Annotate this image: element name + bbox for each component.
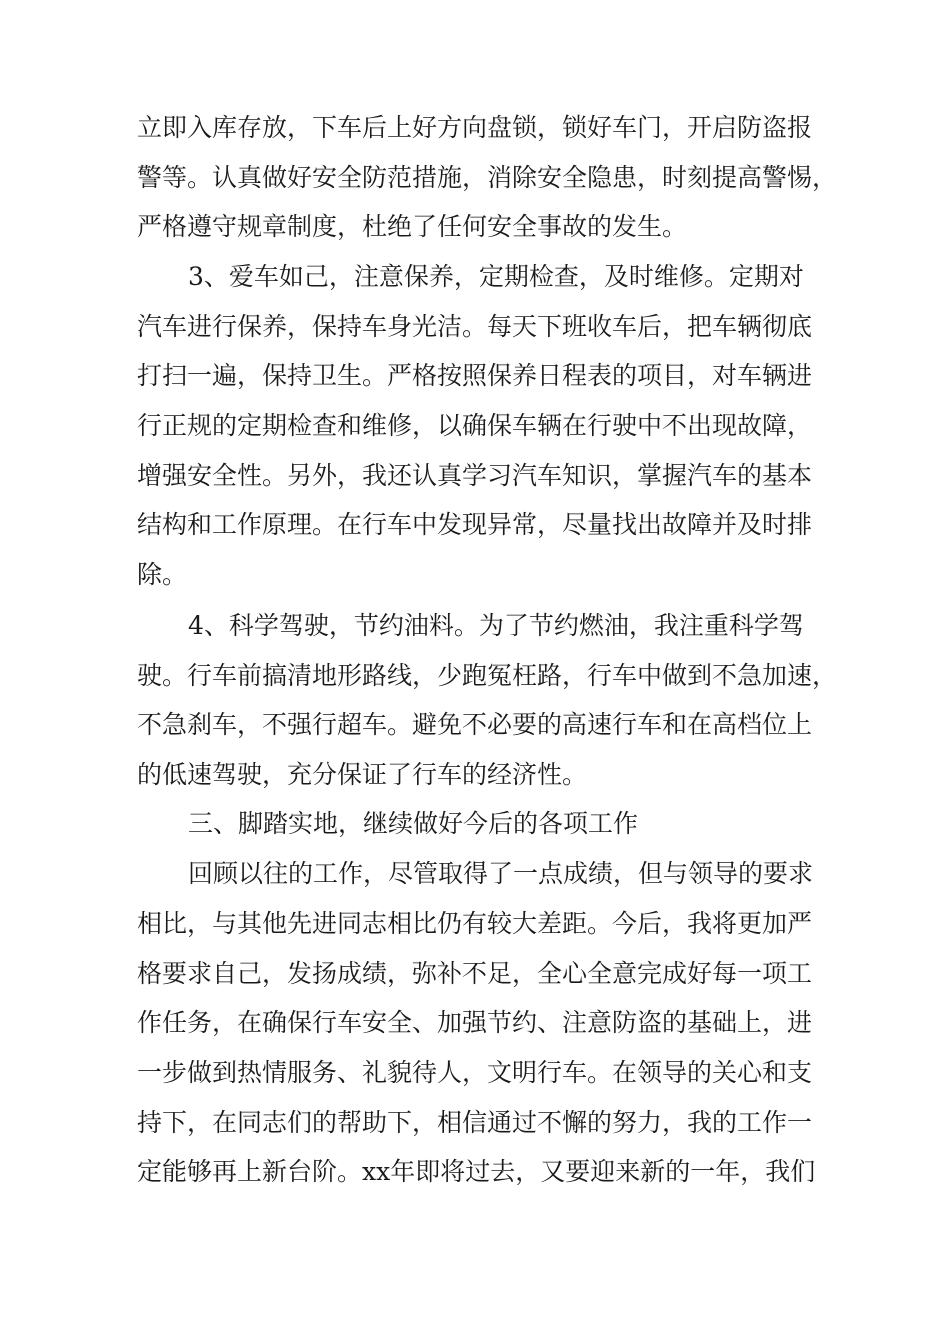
text-line: 不急刹车，不强行超车。避免不必要的高速行车和在高档位上 (137, 710, 813, 739)
text-line: 汽车进行保养，保持车身光洁。每天下班收车后，把车辆彻底 (137, 312, 813, 341)
section-heading: 三、脚踏实地，继续做好今后的各项工作 (188, 809, 639, 838)
text-line: 的低速驾驶，充分保证了行车的经济性。 (137, 760, 588, 789)
text-line: 结构和工作原理。在行车中发现异常，尽量找出故障并及时排 (137, 510, 813, 539)
list-item-3-first-line: 3、爱车如己，注意保养，定期检查，及时维修。定期对 (188, 262, 804, 291)
text-line: 打扫一遍，保持卫生。严格按照保养日程表的项目，对车辆进 (137, 361, 813, 390)
list-item-4-first-line: 4、科学驾驶，节约油料。为了节约燃油，我注重科学驾 (188, 611, 804, 640)
text-line: 警等。认真做好安全防范措施，消除安全隐患，时刻提高警惕， (137, 163, 838, 192)
text-line: 严格遵守规章制度，杜绝了任何安全事故的发生。 (137, 212, 688, 241)
text-line: 除。 (137, 560, 188, 589)
text-line: 作任务，在确保行车安全、加强节约、注意防盗的基础上，进 (137, 1008, 813, 1037)
text-line: 持下，在同志们的帮助下，相信通过不懈的努力，我的工作一 (137, 1108, 813, 1137)
text-line: 行正规的定期检查和维修，以确保车辆在行驶中不出现故障， (137, 411, 813, 440)
text-line: 一步做到热情服务、礼貌待人，文明行车。在领导的关心和支 (137, 1058, 813, 1087)
text-line: 定能够再上新台阶。xx年即将过去，又要迎来新的一年，我们 (137, 1157, 816, 1186)
text-line: 增强安全性。另外，我还认真学习汽车知识，掌握汽车的基本 (137, 461, 813, 490)
text-line: 驶。行车前搞清地形路线，少跑冤枉路，行车中做到不急加速， (137, 661, 838, 690)
text-line: 相比，与其他先进同志相比仍有较大差距。今后，我将更加严 (137, 909, 813, 938)
text-line: 格要求自己，发扬成绩，弥补不足，全心全意完成好每一项工 (137, 959, 813, 988)
text-line: 立即入库存放，下车后上好方向盘锁，锁好车门，开启防盗报 (137, 113, 813, 142)
paragraph-first-line: 回顾以往的工作，尽管取得了一点成绩，但与领导的要求 (188, 859, 814, 888)
